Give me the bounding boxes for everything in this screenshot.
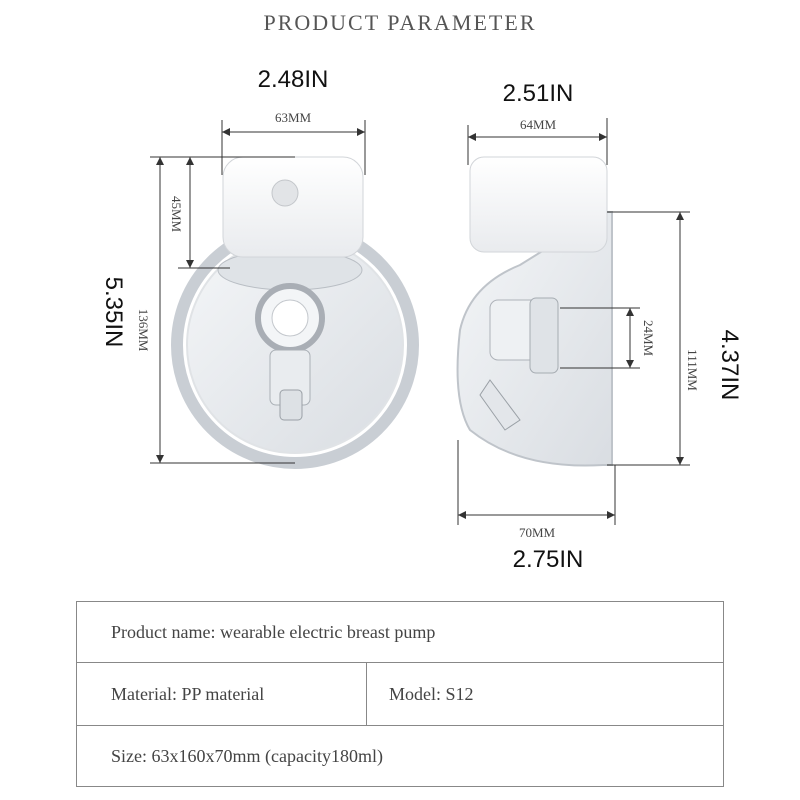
power-button-icon xyxy=(272,180,298,206)
side-height-in: 4.37IN xyxy=(716,329,743,401)
side-nozzle-mm: 24MM xyxy=(641,319,656,357)
spec-row-size xyxy=(76,725,724,787)
front-width-mm: 63MM xyxy=(274,110,312,125)
product-name-text: Product name: wearable electric breast pump xyxy=(111,621,436,642)
front-view xyxy=(100,66,413,463)
front-motor-housing xyxy=(223,157,363,257)
side-width-in: 2.51IN xyxy=(502,80,574,107)
front-width-in: 2.48IN xyxy=(257,66,329,93)
side-height-mm: 111MM xyxy=(685,349,700,391)
spec-row-material-model xyxy=(76,662,724,726)
side-width-mm: 64MM xyxy=(519,117,557,132)
front-valve-hole xyxy=(272,300,308,336)
side-view xyxy=(458,80,743,573)
side-motor-housing xyxy=(470,157,607,252)
model-text: Model: S12 xyxy=(389,683,474,704)
page-title: PRODUCT PARAMETER xyxy=(263,10,537,35)
side-depth-in: 2.75IN xyxy=(512,546,584,573)
front-motor-mm: 45MM xyxy=(169,195,184,233)
size-text: Size: 63x160x70mm (capacity180ml) xyxy=(111,745,383,766)
front-height-in: 5.35IN xyxy=(100,276,127,348)
spec-row-product-name xyxy=(76,601,724,663)
front-height-mm: 136MM xyxy=(136,308,151,352)
side-depth-mm: 70MM xyxy=(518,525,556,540)
side-nozzle-rim xyxy=(530,298,558,373)
front-spout-tip xyxy=(280,390,302,420)
material-text: Material: PP material xyxy=(77,663,367,725)
